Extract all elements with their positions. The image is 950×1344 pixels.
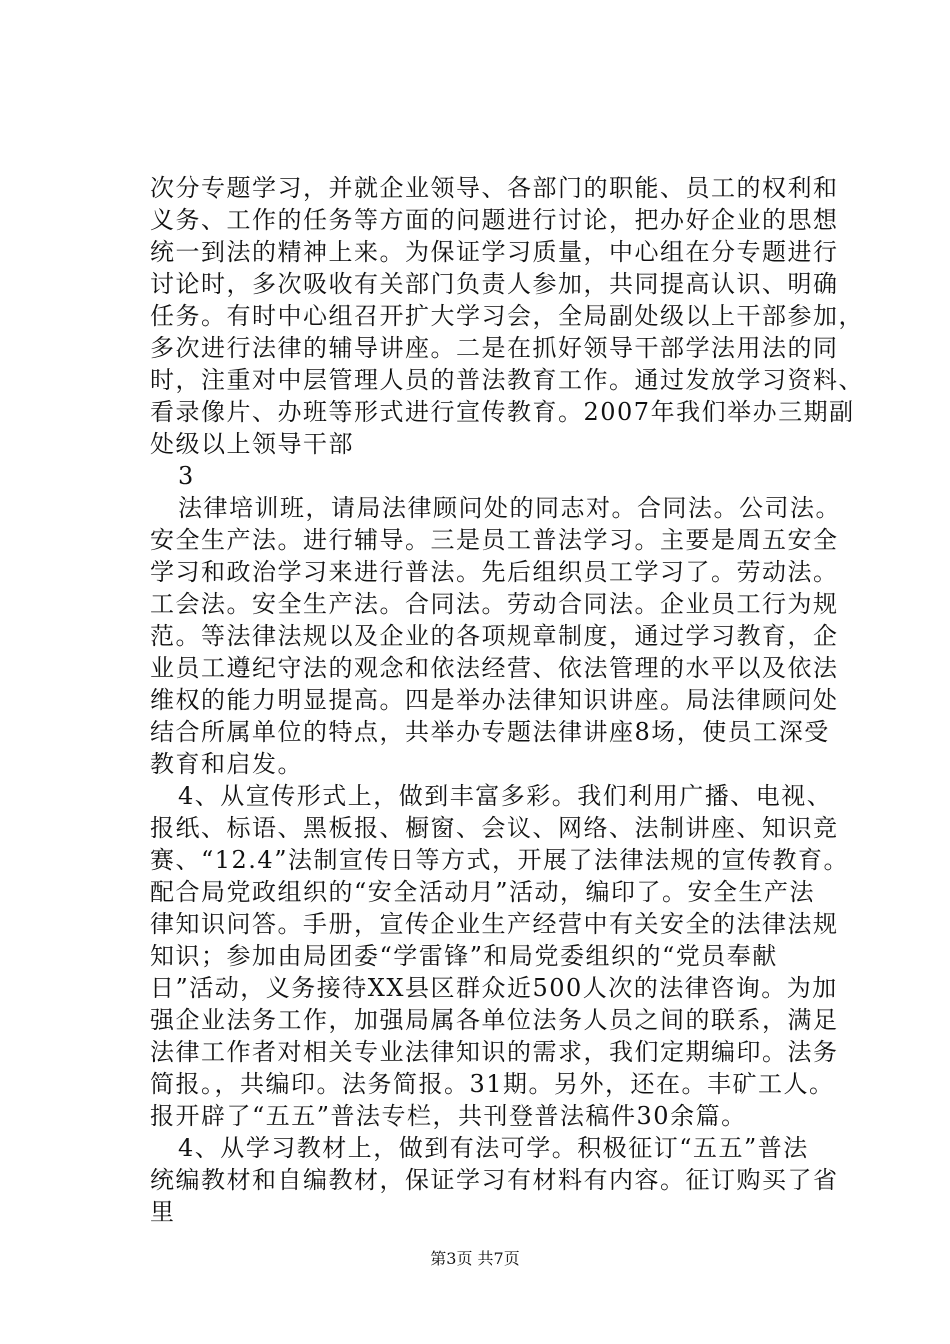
text-line: 次分专题学习，并就企业领导、各部门的职能、员工的权利和: [150, 174, 839, 202]
text-line: 工会法。安全生产法。合同法。劳动合同法。企业员工行为规: [150, 590, 839, 618]
text-line: 律知识问答。手册，宣传企业生产经营中有关安全的法律法规: [150, 910, 839, 938]
text-line: 教育和启发。: [150, 750, 303, 778]
text-line: 看录像片、办班等形式进行宣传教育。2007年我们举办三期副: [150, 398, 855, 426]
text-line: 讨论时，多次吸收有关部门负责人参加，共同提高认识、明确: [150, 270, 839, 298]
text-line: 范。等法律法规以及企业的各项规章制度，通过学习教育，企: [150, 622, 839, 650]
text-line: 日”活动，义务接待XX县区群众近500人次的法律咨询。为加: [150, 974, 838, 1002]
text-line: 简报。，共编印。法务简报。31期。另外，还在。丰矿工人。: [150, 1070, 835, 1098]
text-line: 知识；参加由局团委“学雷锋”和局党委组织的“党员奉献: [150, 942, 778, 970]
text-line: 统编教材和自编教材，保证学习有材料有内容。征订购买了省: [150, 1166, 839, 1194]
text-line: 业员工遵纪守法的观念和依法经营、依法管理的水平以及依法: [150, 654, 839, 682]
text-line: 里: [150, 1198, 176, 1226]
text-line: 义务、工作的任务等方面的问题进行讨论，把办好企业的思想: [150, 206, 839, 234]
text-line: 报开辟了“五五”普法专栏，共刊登普法稿件30余篇。: [150, 1102, 747, 1130]
text-line: 维权的能力明显提高。四是举办法律知识讲座。局法律顾问处: [150, 686, 839, 714]
source-page-number: 3: [178, 462, 195, 490]
text-line: 处级以上领导干部: [150, 430, 354, 458]
paragraph-first-line: 4、从宣传形式上，做到丰富多彩。我们利用广播、电视、: [178, 782, 833, 810]
text-line: 配合局党政组织的“安全活动月”活动，编印了。安全生产法: [150, 878, 816, 906]
text-line: 学习和政治学习来进行普法。先后组织员工学习了。劳动法。: [150, 558, 839, 586]
text-line: 强企业法务工作，加强局属各单位法务人员之间的联系，满足: [150, 1006, 839, 1034]
text-line: 结合所属单位的特点，共举办专题法律讲座8场，使员工深受: [150, 718, 830, 746]
text-line: 多次进行法律的辅导讲座。二是在抓好领导干部学法用法的同: [150, 334, 839, 362]
text-line: 安全生产法。进行辅导。三是员工普法学习。主要是周五安全: [150, 526, 839, 554]
page-indicator: 第3页 共7页: [430, 1249, 520, 1268]
text-line: 任务。有时中心组召开扩大学习会，全局副处级以上干部参加，: [150, 302, 864, 330]
text-line: 统一到法的精神上来。为保证学习质量，中心组在分专题进行: [150, 238, 839, 266]
text-line: 报纸、标语、黑板报、橱窗、会议、网络、法制讲座、知识竞: [150, 814, 839, 842]
paragraph-first-line: 法律培训班，请局法律顾问处的同志对。合同法。公司法。: [178, 494, 841, 522]
page-footer: [0, 1249, 950, 1269]
text-line: 赛、“12.4”法制宣传日等方式，开展了法律法规的宣传教育。: [150, 846, 849, 874]
paragraph-first-line: 4、从学习教材上，做到有法可学。积极征订“五五”普法: [178, 1134, 809, 1162]
text-line: 时，注重对中层管理人员的普法教育工作。通过发放学习资料、: [150, 366, 864, 394]
text-line: 法律工作者对相关专业法律知识的需求，我们定期编印。法务: [150, 1038, 839, 1066]
document-body: [150, 172, 864, 1228]
